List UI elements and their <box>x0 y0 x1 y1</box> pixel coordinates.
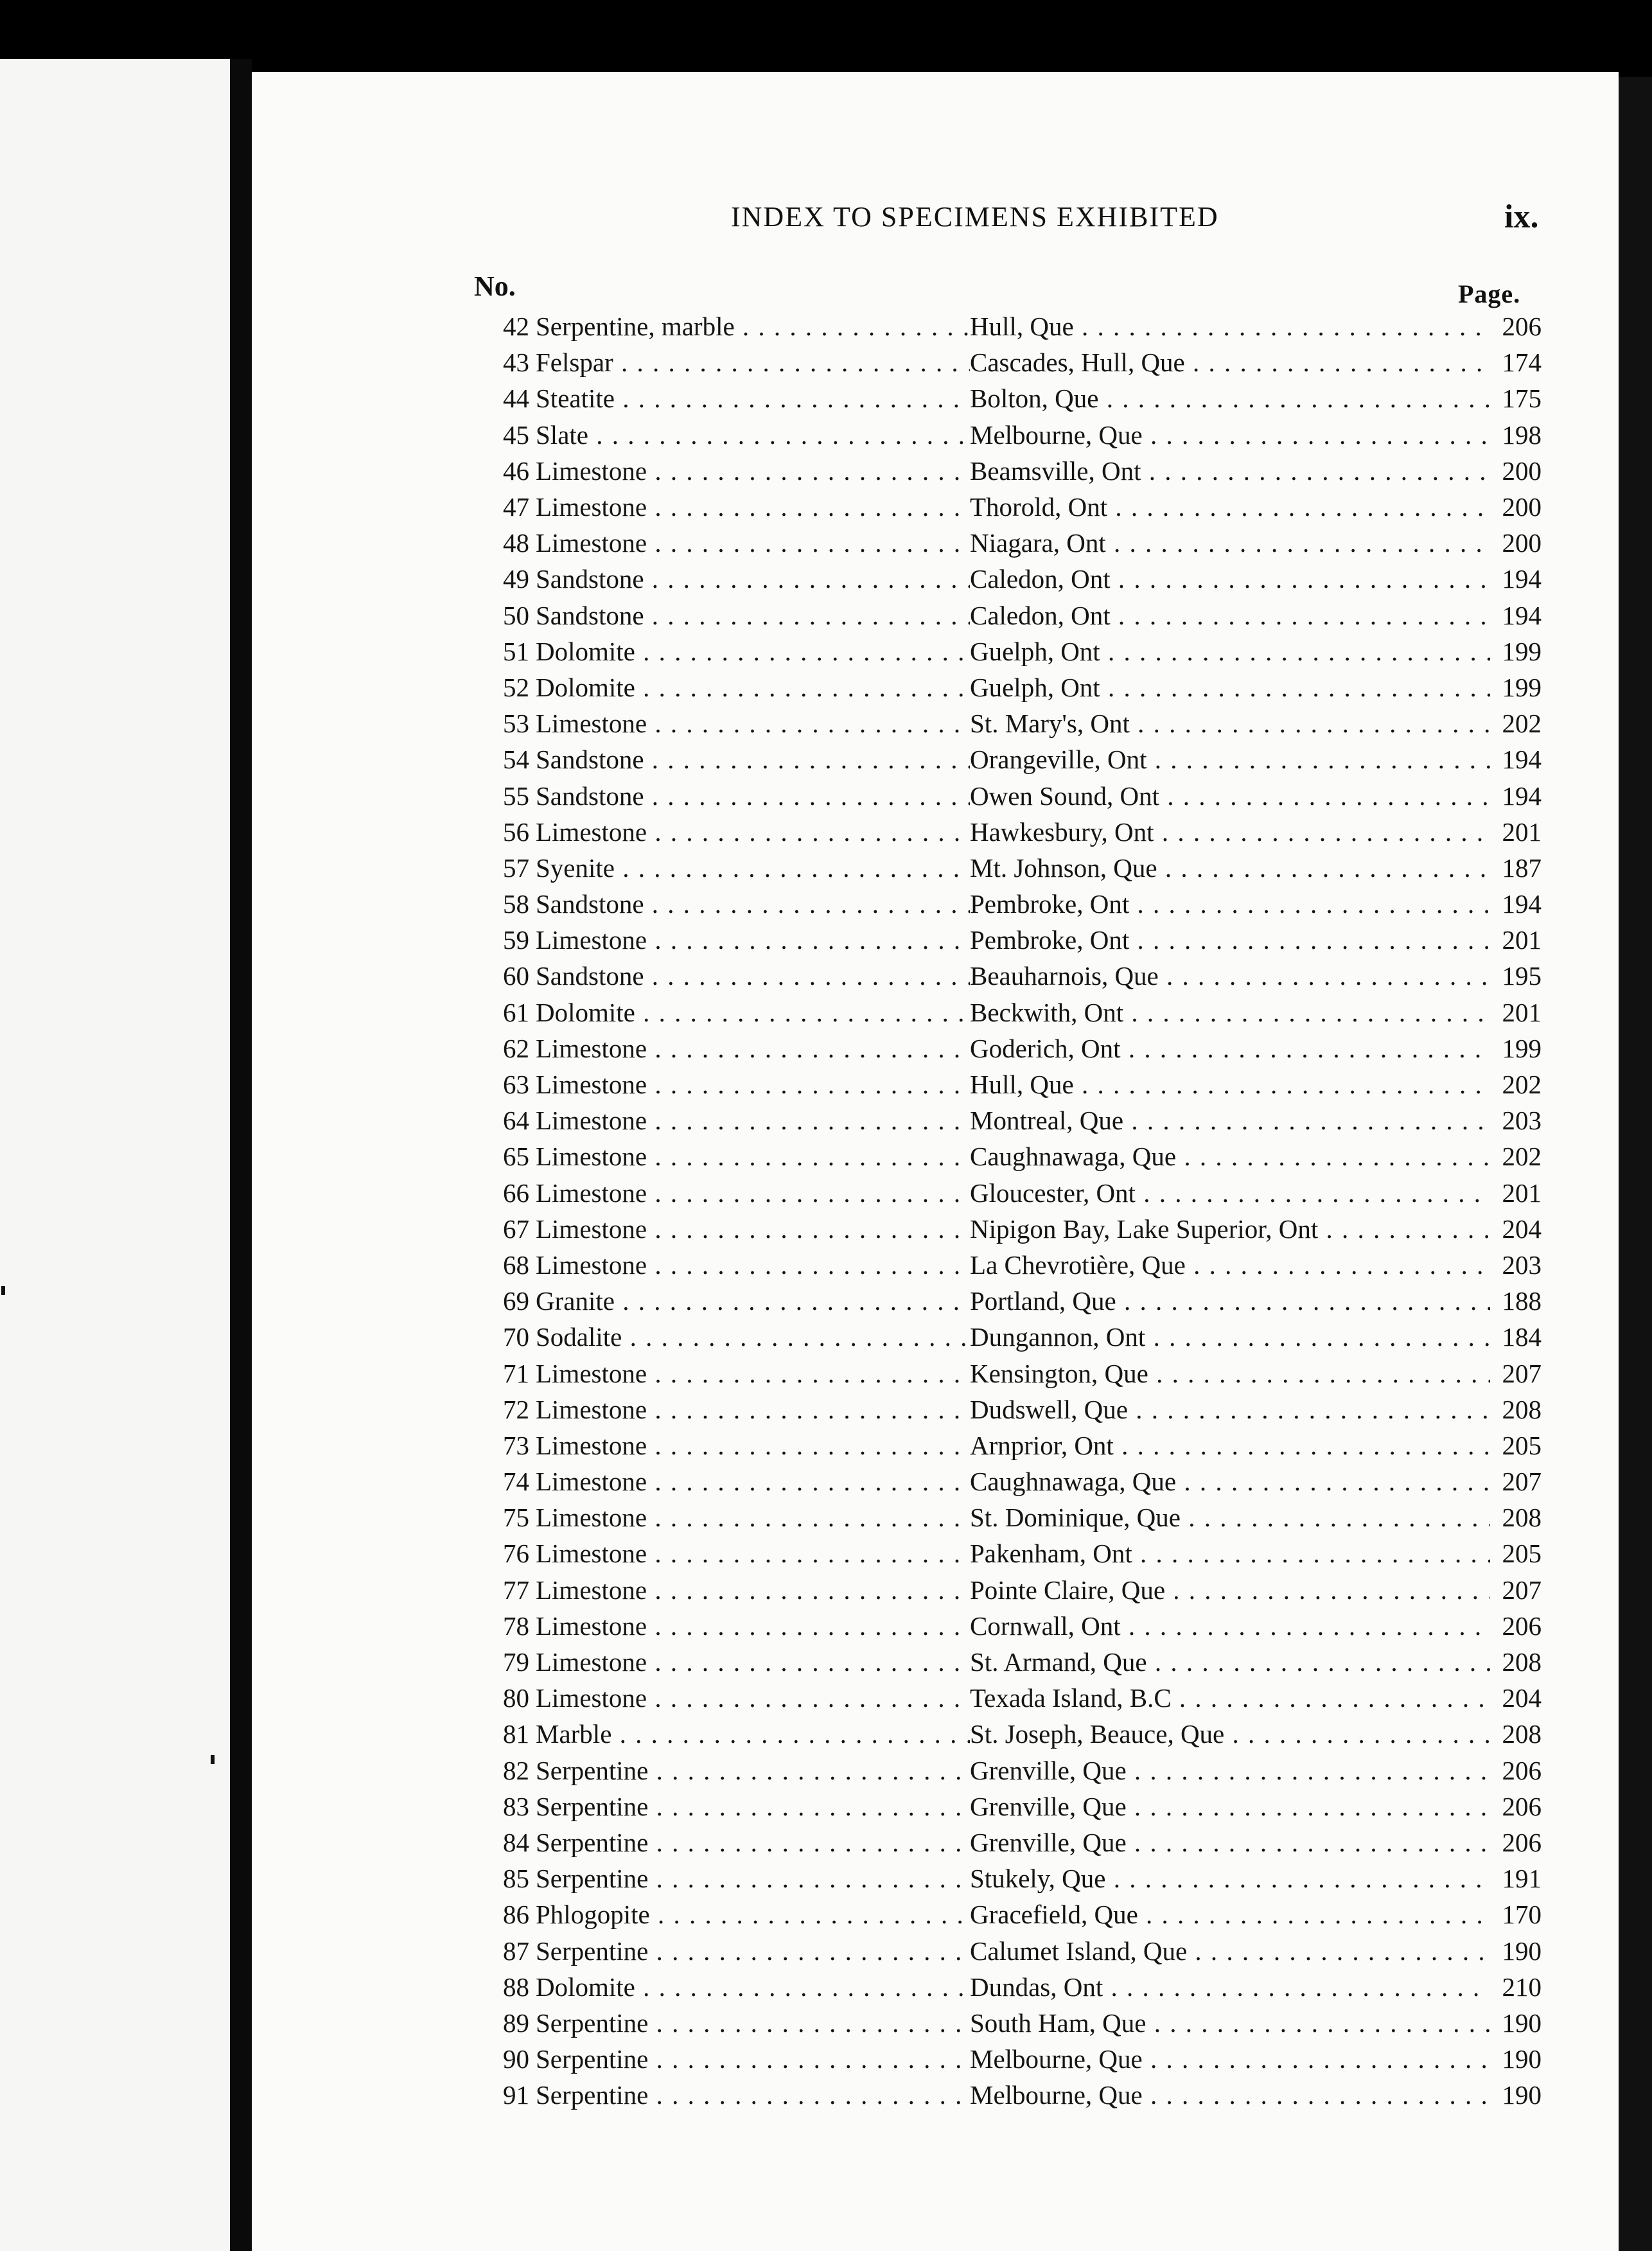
index-row <box>475 1138 1542 1174</box>
index-row <box>475 1969 1542 2005</box>
specimen-locality: Pembroke, Ont . . . <box>970 924 1490 955</box>
index-row <box>475 1066 1542 1102</box>
page-reference: 199 <box>1502 636 1542 666</box>
page-reference: 200 <box>1502 455 1542 486</box>
specimen-name: Limestone . . . <box>536 1069 970 1100</box>
page-reference: 207 <box>1502 1358 1542 1388</box>
specimen-number: 62 <box>503 1033 529 1063</box>
page-reference: 199 <box>1502 1033 1542 1063</box>
page-reference: 208 <box>1502 1719 1542 1749</box>
index-row <box>475 1644 1542 1680</box>
page-reference: 188 <box>1502 1286 1542 1316</box>
specimen-locality: Kensington, Que . . . <box>970 1358 1490 1389</box>
page-reference: 184 <box>1502 1322 1542 1352</box>
specimen-locality: Guelph, Ont . . . <box>970 672 1490 703</box>
specimen-number: 71 <box>503 1358 529 1388</box>
page-reference: 199 <box>1502 672 1542 702</box>
specimen-number: 47 <box>503 492 529 522</box>
specimen-locality: Melbourne, Que . . . <box>970 2079 1490 2110</box>
column-header-no: No. <box>474 270 516 302</box>
index-row <box>475 1932 1542 1968</box>
specimen-number: 81 <box>503 1719 529 1749</box>
index-row <box>475 380 1542 416</box>
specimen-name: Dolomite . . . <box>536 636 970 667</box>
specimen-locality: Thorold, Ont . . . <box>970 491 1490 522</box>
specimen-locality: Cascades, Hull, Que . . . <box>970 347 1490 378</box>
specimen-locality: Hull, Que . . . <box>970 1069 1490 1100</box>
specimen-name: Limestone . . . <box>536 491 970 522</box>
specimen-locality: Dudswell, Que . . . <box>970 1394 1490 1425</box>
specimen-number: 60 <box>503 961 529 991</box>
page-reference: 174 <box>1502 348 1542 378</box>
specimen-number: 50 <box>503 600 529 630</box>
index-row <box>475 561 1542 597</box>
page-reference: 201 <box>1502 997 1542 1027</box>
page-reference: 194 <box>1502 564 1542 594</box>
specimen-locality: Hawkesbury, Ont . . . <box>970 817 1490 847</box>
index-row <box>475 1824 1542 1860</box>
index-row <box>475 886 1542 922</box>
index-row <box>475 597 1542 633</box>
index-row <box>475 669 1542 705</box>
page-reference: 202 <box>1502 1142 1542 1172</box>
specimen-number: 64 <box>503 1106 529 1136</box>
specimen-locality: Nipigon Bay, Lake Superior, Ont . . . <box>970 1214 1490 1244</box>
index-row <box>475 1102 1542 1138</box>
specimen-locality: Dungannon, Ont . . . <box>970 1321 1490 1352</box>
specimen-locality: St. Mary's, Ont . . . <box>970 708 1490 739</box>
index-row <box>475 2077 1542 2113</box>
specimen-locality: La Chevrotière, Que . . . <box>970 1249 1490 1280</box>
specimen-name: Felspar . . . <box>536 347 970 378</box>
specimen-name: Limestone . . . <box>536 1430 970 1461</box>
specimen-locality: Montreal, Que . . . <box>970 1105 1490 1136</box>
page-reference: 190 <box>1502 1936 1542 1966</box>
index-row <box>475 1535 1542 1571</box>
index-row <box>475 1283 1542 1319</box>
index-row <box>475 1030 1542 1066</box>
specimen-name: Sandstone . . . <box>536 888 970 919</box>
specimen-locality: South Ham, Que . . . <box>970 2008 1490 2038</box>
specimen-name: Limestone . . . <box>536 1466 970 1497</box>
specimen-name: Sandstone . . . <box>536 563 970 594</box>
specimen-name: Limestone . . . <box>536 708 970 739</box>
page-reference: 194 <box>1502 781 1542 811</box>
specimen-name: Serpentine . . . <box>536 1755 970 1786</box>
index-row <box>475 489 1542 525</box>
specimen-name: Limestone . . . <box>536 1033 970 1064</box>
specimen-number: 78 <box>503 1611 529 1641</box>
specimen-locality: Beckwith, Ont . . . <box>970 997 1490 1028</box>
specimen-locality: Hull, Que . . . <box>970 311 1490 342</box>
specimen-number: 56 <box>503 817 529 847</box>
specimen-name: Limestone . . . <box>536 1611 970 1641</box>
specimen-number: 72 <box>503 1394 529 1424</box>
specimen-name: Slate . . . <box>536 419 970 450</box>
specimen-name: Serpentine . . . <box>536 1863 970 1894</box>
specimen-number: 58 <box>503 889 529 919</box>
specimen-locality: Orangeville, Ont . . . <box>970 744 1490 775</box>
page-reference: 202 <box>1502 1070 1542 1100</box>
specimen-number: 89 <box>503 2008 529 2038</box>
index-row <box>475 1716 1542 1752</box>
specimen-name: Limestone . . . <box>536 1214 970 1244</box>
specimen-number: 86 <box>503 1900 529 1930</box>
specimen-locality: Melbourne, Que . . . <box>970 419 1490 450</box>
specimen-number: 85 <box>503 1864 529 1894</box>
specimen-locality: Grenville, Que . . . <box>970 1791 1490 1822</box>
specimen-name: Limestone . . . <box>536 1575 970 1605</box>
specimen-name: Serpentine . . . <box>536 2044 970 2074</box>
specimen-locality: Mt. Johnson, Que . . . <box>970 852 1490 883</box>
page-reference: 200 <box>1502 528 1542 558</box>
margin-mark <box>211 1755 215 1764</box>
page-reference: 208 <box>1502 1394 1542 1424</box>
specimen-number: 83 <box>503 1791 529 1821</box>
index-row <box>475 922 1542 958</box>
specimen-name: Sandstone . . . <box>536 781 970 811</box>
specimen-locality: Beamsville, Ont . . . <box>970 455 1490 486</box>
specimen-locality: Owen Sound, Ont . . . <box>970 781 1490 811</box>
index-row <box>475 994 1542 1030</box>
specimen-number: 55 <box>503 781 529 811</box>
specimen-locality: Dundas, Ont . . . <box>970 1972 1490 2002</box>
specimen-number: 59 <box>503 925 529 955</box>
specimen-number: 68 <box>503 1249 529 1280</box>
specimen-number: 67 <box>503 1214 529 1244</box>
specimen-locality: Pakenham, Ont . . . <box>970 1538 1490 1569</box>
page-reference: 198 <box>1502 419 1542 450</box>
specimen-locality: Gloucester, Ont . . . <box>970 1178 1490 1208</box>
page-reference: 205 <box>1502 1430 1542 1460</box>
page-reference: 175 <box>1502 384 1542 414</box>
facing-page <box>0 59 230 2251</box>
specimen-name: Limestone . . . <box>536 1249 970 1280</box>
specimen-number: 88 <box>503 1972 529 2002</box>
index-row <box>475 2005 1542 2041</box>
page-number: ix. <box>1504 199 1539 235</box>
index-row <box>475 814 1542 850</box>
page-reference: 206 <box>1502 1827 1542 1857</box>
index-row <box>475 1896 1542 1932</box>
specimen-name: Sandstone . . . <box>536 600 970 631</box>
index-row <box>475 1463 1542 1499</box>
page-reference: 194 <box>1502 745 1542 775</box>
specimen-name: Limestone . . . <box>536 1105 970 1136</box>
specimen-number: 76 <box>503 1539 529 1569</box>
specimen-locality: Arnprior, Ont . . . <box>970 1430 1490 1461</box>
specimen-name: Limestone . . . <box>536 817 970 847</box>
page-reference: 190 <box>1502 2080 1542 2110</box>
page-reference: 201 <box>1502 817 1542 847</box>
specimen-number: 75 <box>503 1503 529 1533</box>
specimen-name: Limestone . . . <box>536 1141 970 1172</box>
specimen-name: Sodalite . . . <box>536 1321 970 1352</box>
specimen-name: Serpentine . . . <box>536 2079 970 2110</box>
page-reference: 206 <box>1502 1755 1542 1785</box>
page-reference: 204 <box>1502 1214 1542 1244</box>
specimen-name: Limestone . . . <box>536 1358 970 1389</box>
specimen-name: Limestone . . . <box>536 455 970 486</box>
specimen-locality: Caledon, Ont . . . <box>970 600 1490 631</box>
specimen-number: 77 <box>503 1575 529 1605</box>
page-reference: 206 <box>1502 1791 1542 1821</box>
specimen-name: Steatite . . . <box>536 383 970 414</box>
specimen-name: Limestone . . . <box>536 1502 970 1533</box>
specimen-name: Limestone . . . <box>536 924 970 955</box>
specimen-locality: Guelph, Ont . . . <box>970 636 1490 667</box>
index-row <box>475 1175 1542 1211</box>
specimen-name: Dolomite . . . <box>536 672 970 703</box>
index-row <box>475 958 1542 994</box>
index-row <box>475 1355 1542 1391</box>
specimen-number: 90 <box>503 2044 529 2074</box>
specimen-name: Serpentine . . . <box>536 1791 970 1822</box>
page-reference: 191 <box>1502 1864 1542 1894</box>
page-reference: 205 <box>1502 1539 1542 1569</box>
specimen-locality: Grenville, Que . . . <box>970 1755 1490 1786</box>
specimen-name: Serpentine . . . <box>536 1936 970 1966</box>
specimen-locality: St. Armand, Que . . . <box>970 1646 1490 1677</box>
specimen-name: Dolomite . . . <box>536 997 970 1028</box>
index-row <box>475 308 1542 344</box>
specimen-number: 51 <box>503 636 529 666</box>
specimen-locality: Bolton, Que . . . <box>970 383 1490 414</box>
specimen-name: Sandstone . . . <box>536 960 970 991</box>
specimen-number: 70 <box>503 1322 529 1352</box>
column-header-page: Page. <box>1458 279 1521 308</box>
specimen-locality: Pointe Claire, Que . . . <box>970 1575 1490 1605</box>
index-row <box>475 1788 1542 1824</box>
specimen-number: 57 <box>503 852 529 883</box>
specimen-name: Limestone . . . <box>536 1538 970 1569</box>
specimen-number: 54 <box>503 745 529 775</box>
specimen-locality: Beauharnois, Que . . . <box>970 960 1490 991</box>
page-reference: 194 <box>1502 889 1542 919</box>
specimen-name: Sandstone . . . <box>536 744 970 775</box>
margin-mark <box>1 1286 5 1295</box>
page-reference: 203 <box>1502 1249 1542 1280</box>
specimen-number: 42 <box>503 312 529 342</box>
specimen-name: Dolomite . . . <box>536 1972 970 2002</box>
page-reference: 203 <box>1502 1106 1542 1136</box>
page-reference: 190 <box>1502 2044 1542 2074</box>
specimen-locality: Melbourne, Que . . . <box>970 2044 1490 2074</box>
specimen-number: 91 <box>503 2080 529 2110</box>
page-reference: 206 <box>1502 312 1542 342</box>
page-reference: 207 <box>1502 1575 1542 1605</box>
index-row <box>475 1319 1542 1355</box>
specimen-number: 74 <box>503 1467 529 1497</box>
specimen-locality: Cornwall, Ont . . . <box>970 1611 1490 1641</box>
specimen-name: Serpentine . . . <box>536 2008 970 2038</box>
specimen-locality: Gracefield, Que . . . <box>970 1899 1490 1930</box>
specimen-number: 84 <box>503 1827 529 1857</box>
index-row <box>475 1499 1542 1535</box>
page-reference: 194 <box>1502 600 1542 630</box>
specimen-name: Marble . . . <box>536 1718 970 1749</box>
page-reference: 170 <box>1502 1900 1542 1930</box>
index-row <box>475 525 1542 561</box>
page-reference: 204 <box>1502 1683 1542 1713</box>
index-row <box>475 850 1542 886</box>
specimen-number: 73 <box>503 1430 529 1460</box>
page-reference: 187 <box>1502 852 1542 883</box>
specimen-number: 79 <box>503 1647 529 1677</box>
index-row <box>475 633 1542 669</box>
index-row <box>475 1247 1542 1283</box>
specimen-locality: Pembroke, Ont . . . <box>970 888 1490 919</box>
book-gutter <box>230 59 252 2251</box>
specimen-name: Granite . . . <box>536 1285 970 1316</box>
specimen-locality: Goderich, Ont . . . <box>970 1033 1490 1064</box>
specimen-number: 82 <box>503 1755 529 1785</box>
specimen-number: 52 <box>503 672 529 702</box>
index-row <box>475 344 1542 380</box>
specimen-locality: Portland, Que . . . <box>970 1285 1490 1316</box>
index-row <box>475 1211 1542 1247</box>
specimen-number: 44 <box>503 384 529 414</box>
specimen-name: Serpentine . . . <box>536 1827 970 1858</box>
index-row <box>475 1391 1542 1427</box>
page-reference: 201 <box>1502 1178 1542 1208</box>
specimen-name: Serpentine, marble . . . <box>536 311 970 342</box>
specimen-name: Limestone . . . <box>536 1394 970 1425</box>
specimen-locality: Caughnawaga, Que . . . <box>970 1141 1490 1172</box>
index-row <box>475 1572 1542 1608</box>
specimen-locality: Grenville, Que . . . <box>970 1827 1490 1858</box>
specimen-number: 46 <box>503 455 529 486</box>
specimen-name: Phlogopite . . . <box>536 1899 970 1930</box>
page-reference: 190 <box>1502 2008 1542 2038</box>
specimen-name: Limestone . . . <box>536 527 970 558</box>
specimen-number: 65 <box>503 1142 529 1172</box>
page-reference: 208 <box>1502 1503 1542 1533</box>
specimen-name: Limestone . . . <box>536 1646 970 1677</box>
specimen-number: 66 <box>503 1178 529 1208</box>
index-row <box>475 741 1542 777</box>
page-reference: 200 <box>1502 492 1542 522</box>
index-row <box>475 1427 1542 1463</box>
page-reference: 210 <box>1502 1972 1542 2002</box>
specimen-number: 61 <box>503 997 529 1027</box>
specimen-number: 45 <box>503 419 529 450</box>
specimen-locality: Stukely, Que . . . <box>970 1863 1490 1894</box>
index-row <box>475 1752 1542 1788</box>
page-reference: 195 <box>1502 961 1542 991</box>
specimen-number: 80 <box>503 1683 529 1713</box>
specimen-name: Syenite . . . <box>536 852 970 883</box>
specimen-number: 53 <box>503 709 529 739</box>
specimen-index-list <box>475 308 1542 2113</box>
page-reference: 207 <box>1502 1467 1542 1497</box>
index-row <box>475 2041 1542 2077</box>
specimen-name: Limestone . . . <box>536 1178 970 1208</box>
page-reference: 202 <box>1502 709 1542 739</box>
index-row <box>475 453 1542 489</box>
specimen-number: 48 <box>503 528 529 558</box>
page-reference: 206 <box>1502 1611 1542 1641</box>
page-edge <box>1619 77 1652 2251</box>
specimen-locality: Texada Island, B.C . . . <box>970 1682 1490 1713</box>
index-row <box>475 417 1542 453</box>
index-row <box>475 1680 1542 1716</box>
specimen-locality: Caughnawaga, Que . . . <box>970 1466 1490 1497</box>
specimen-locality: Calumet Island, Que . . . <box>970 1936 1490 1966</box>
index-row <box>475 777 1542 813</box>
specimen-number: 69 <box>503 1286 529 1316</box>
index-row <box>475 1860 1542 1896</box>
index-row <box>475 705 1542 741</box>
page-reference: 208 <box>1502 1647 1542 1677</box>
specimen-locality: St. Dominique, Que . . . <box>970 1502 1490 1533</box>
running-head: INDEX TO SPECIMENS EXHIBITED <box>731 201 1219 233</box>
specimen-locality: Caledon, Ont . . . <box>970 563 1490 594</box>
index-row <box>475 1608 1542 1644</box>
specimen-number: 43 <box>503 348 529 378</box>
specimen-number: 63 <box>503 1070 529 1100</box>
page-reference: 201 <box>1502 925 1542 955</box>
specimen-number: 87 <box>503 1936 529 1966</box>
specimen-locality: Niagara, Ont . . . <box>970 527 1490 558</box>
specimen-number: 49 <box>503 564 529 594</box>
specimen-name: Limestone . . . <box>536 1682 970 1713</box>
specimen-locality: St. Joseph, Beauce, Que . . . <box>970 1718 1490 1749</box>
